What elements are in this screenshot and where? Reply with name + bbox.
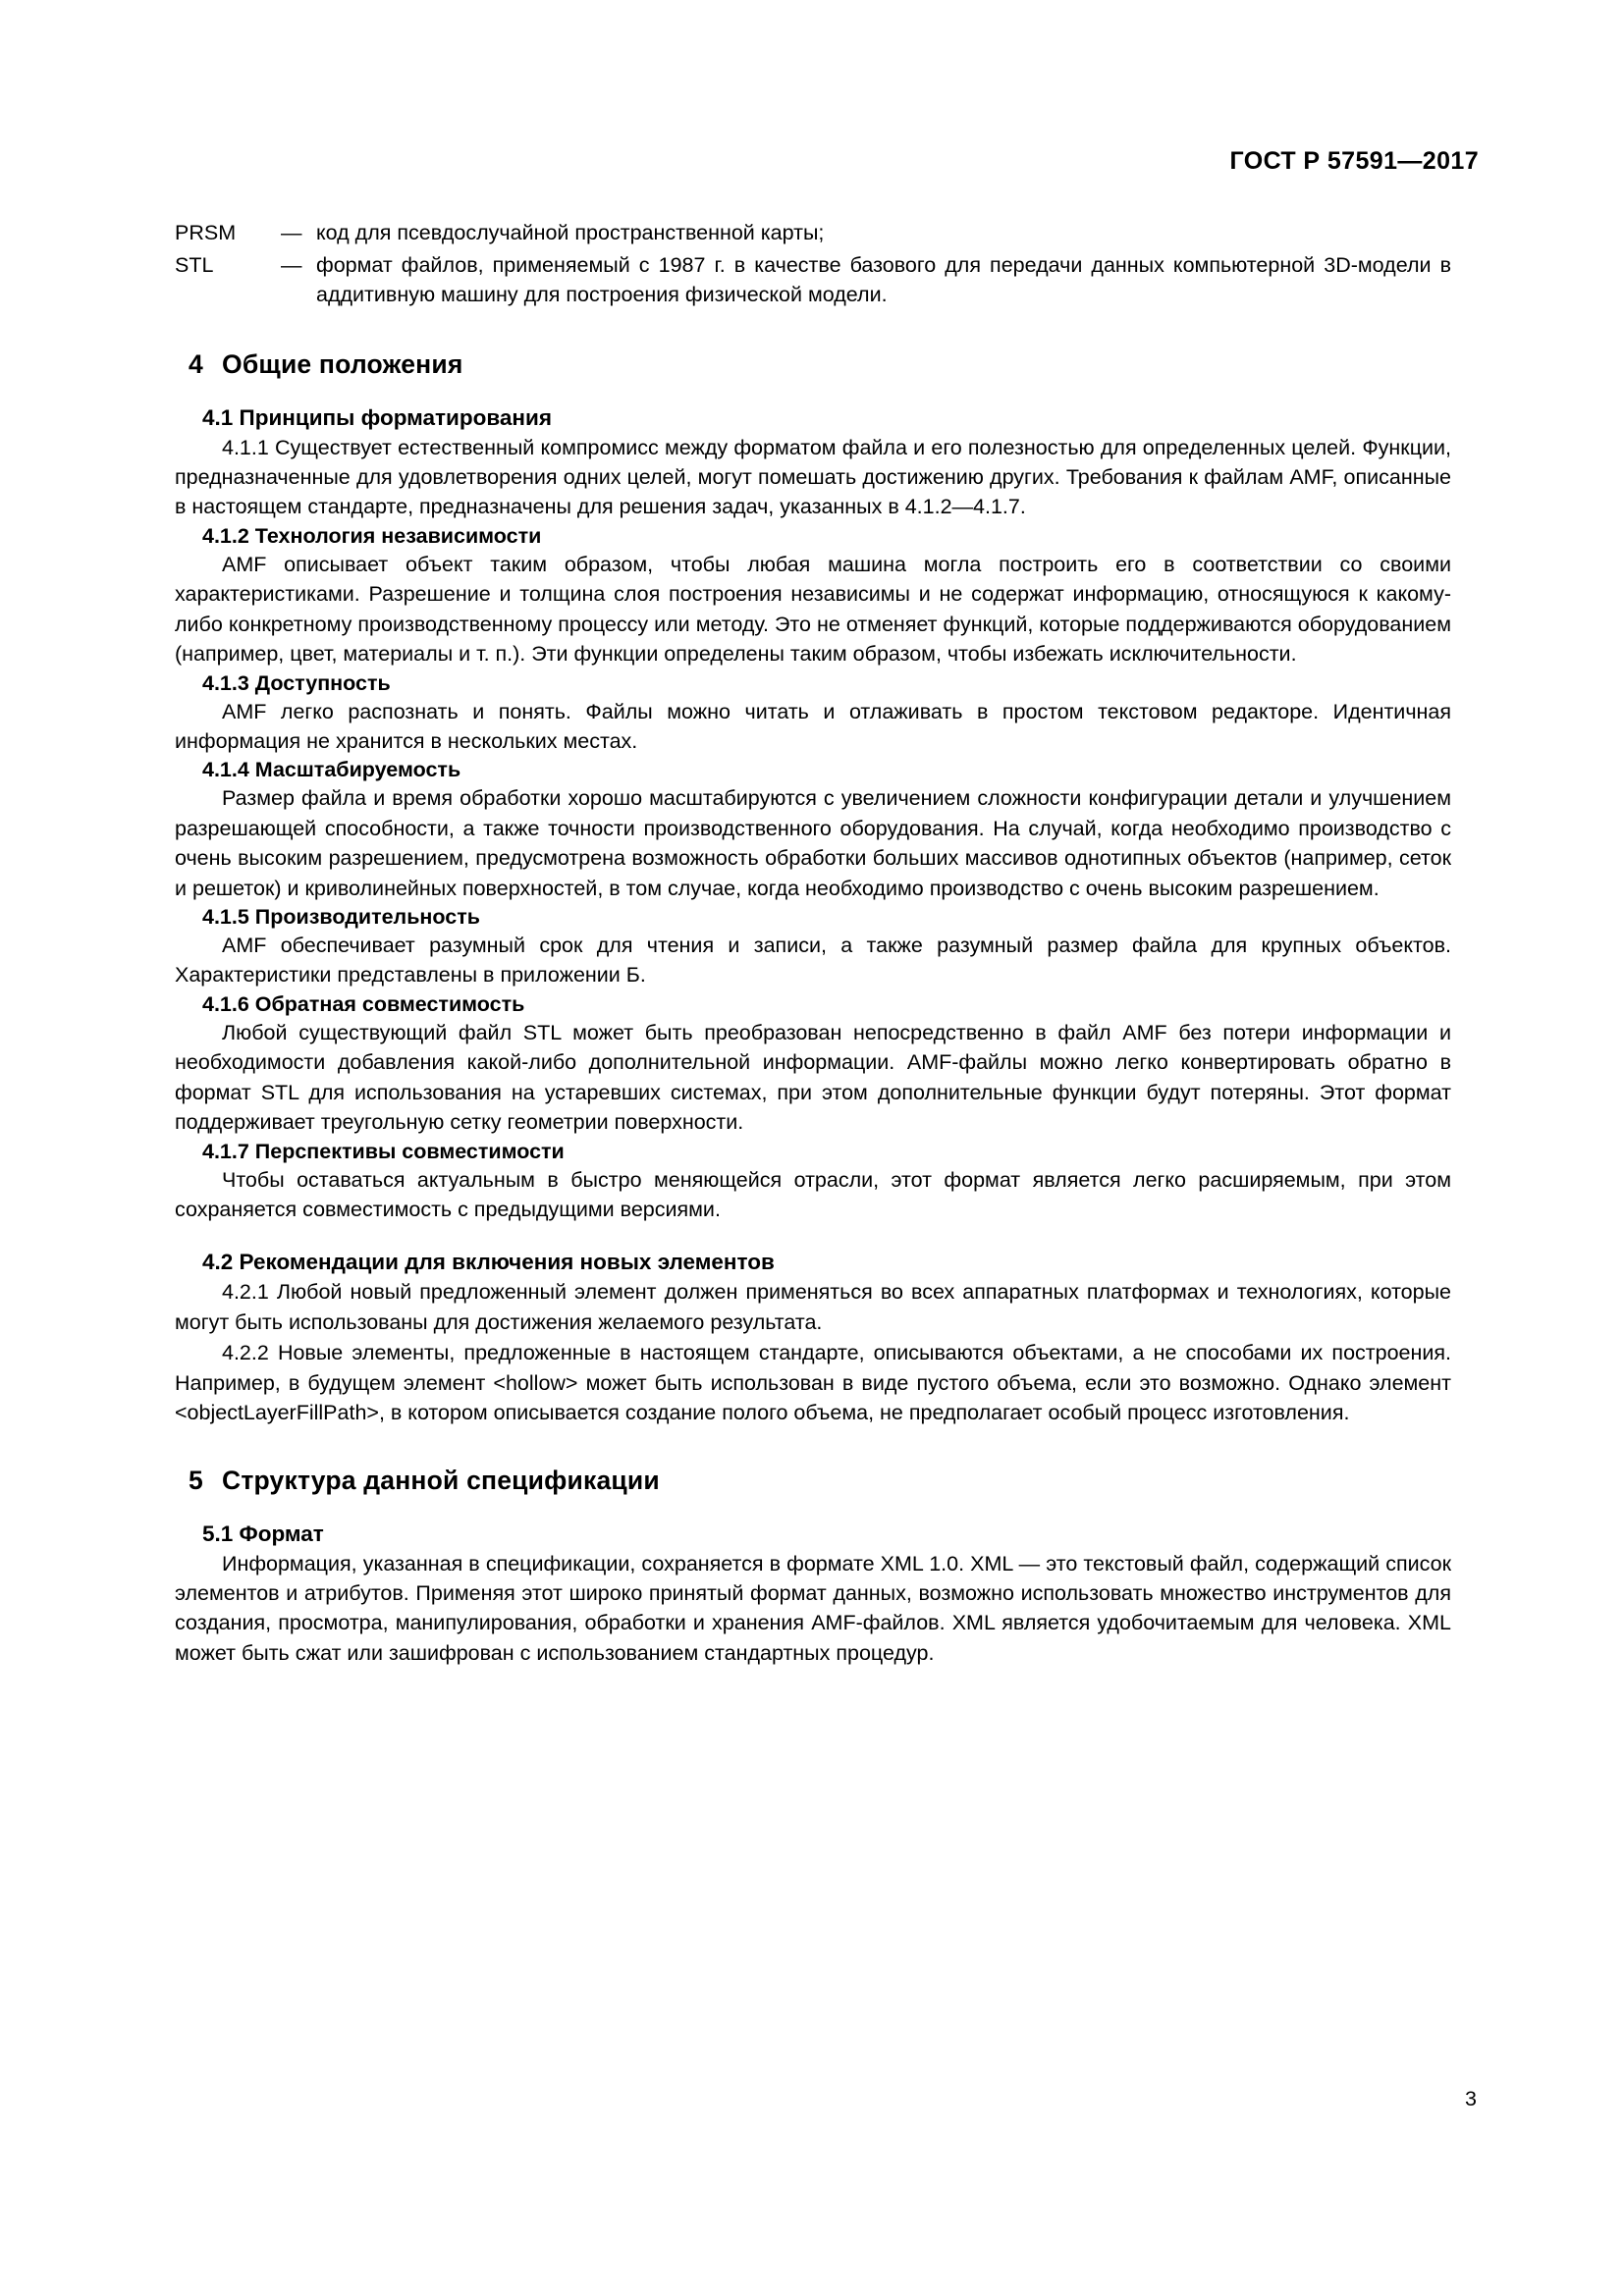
section-heading-4 [175, 349, 1451, 380]
paragraph-4-1-6: Любой существующий файл STL может быть преобразован непосредственно в файл AMF без потери информации и необходимости добавления какой-либо дополнительной информации. AMF-файлы можно легко конвертировать обратно в формат STL для использования на устаревших системах, при этом дополнительные функции будут потеряны. Этот формат поддерживает треугольную сетку геометрии поверхности. [175, 1020, 1451, 1135]
paragraph-4-2-1: 4.2.1 Любой новый предложенный элемент должен применяться во всех аппаратных платформах и технологиях, которые могут быть использованы для достижения желаемого результата. [175, 1280, 1451, 1334]
definitions-list [175, 218, 1451, 310]
definition-dash: — [281, 252, 302, 277]
paragraph-5-1-1: Информация, указанная в спецификации, сохраняется в формате XML 1.0. XML — это текстовый файл, содержащий список элементов и атрибутов. Применяя этот широко принятый формат данных, возможно использовать множество инструментов для создания, просмотра, манипулирования, обработки и хранения AMF-файлов. XML является удобочитаемым для человека. XML может быть сжат или зашифрован с использованием стандартных процедур. [175, 1551, 1451, 1665]
paragraph-4-2-2: 4.2.2 Новые элементы, предложенные в настоящем стандарте, описываются объектами, а не способами их построения. Например, в будущем элемент <hollow> может быть использован в виде пустого объема, если это возможно. Однако элемент <objectLayerFillPath>, в котором описывается создание полого объема, не предполагает особый процесс изготовления. [175, 1341, 1451, 1425]
section-heading-5 [175, 1466, 1451, 1496]
clause-heading-4-1-6: 4.1.6 Обратная совместимость [202, 991, 525, 1016]
definition-dash: — [281, 221, 302, 244]
paragraph-4-1-4: Размер файла и время обработки хорошо масштабируются с увеличением сложности конфигурации детали и улучшением разрешающей способности, а также точности производственного оборудования. На случай, когда необходимо производство с очень высоким разрешением, предусмотрена возможность обработки больших массивов однотипных объектов (например, сеток и решеток) и криволинейных поверхностей, в том случае, когда необходимо производство с очень высоким разрешением. [175, 786, 1451, 900]
definition-text: код для псевдослучайной пространственной карты; [316, 221, 825, 244]
clause-heading-4-1-5: 4.1.5 Производительность [202, 905, 480, 930]
page-content [175, 218, 1451, 1668]
definition-item [175, 250, 1451, 310]
paragraph-4-1-5: AMF обеспечивает разумный срок для чтения и записи, а также разумный размер файла для крупных объектов. Характеристики представлены в приложении Б. [175, 934, 1451, 988]
subsection-heading-4-1: 4.1 Принципы форматирования [202, 404, 552, 430]
section-title-4: Общие положения [222, 348, 463, 379]
clause-heading-4-1-4: 4.1.4 Масштабируемость [202, 758, 461, 782]
paragraph-4-1-7: Чтобы оставаться актуальным в быстро меняющейся отрасли, этот формат является легко расширяемым, при этом сохраняется совместимость с предыдущими версиями. [175, 1167, 1451, 1221]
page-number: 3 [1465, 2087, 1477, 2110]
definition-term: STL [175, 252, 214, 277]
section-number-4: 4 [189, 348, 203, 379]
definition-item [175, 218, 1451, 248]
section-title-5: Структура данной спецификации [222, 1465, 660, 1495]
definition-term: PRSM [175, 221, 237, 244]
definition-text: формат файлов, применяемый с 1987 г. в качестве базового для передачи данных компьютерной 3D-модели в аддитивную машину для построения физической модели. [316, 252, 1451, 307]
page-header-standard-number: ГОСТ Р 57591—2017 [1229, 147, 1479, 175]
paragraph-4-1-1: 4.1.1 Существует естественный компромисс между форматом файла и его полезностью для определенных целей. Функции, предназначенные для удовлетворения одних целей, могут помешать достижению других. Требования к файлам AMF, описанные в настоящем стандарте, предназначены для решения задач, указанных в 4.1.2—4.1.7. [175, 435, 1451, 519]
section-number-5: 5 [189, 1465, 203, 1495]
clause-heading-4-1-2: 4.1.2 Технология независимости [202, 523, 542, 548]
paragraph-4-1-2: AMF описывает объект таким образом, чтобы любая машина могла построить его в соответствии со своими характеристиками. Разрешение и толщина слоя построения независимы и не содержат информацию, относящуюся к какому-либо конкретному производственному процессу или методу. Это не отменяет функций, которые поддерживаются оборудованием (например, цвет, материалы и т. п.). Эти функции определены таким образом, чтобы избежать исключительности. [175, 552, 1451, 667]
subsection-heading-4-2: 4.2 Рекомендации для включения новых элементов [202, 1250, 775, 1275]
paragraph-4-1-3: AMF легко распознать и понять. Файлы можно читать и отлаживать в простом текстовом редакторе. Идентичная информация не хранится в нескольких местах. [175, 699, 1451, 753]
clause-heading-4-1-7: 4.1.7 Перспективы совместимости [202, 1139, 565, 1163]
clause-heading-4-1-3: 4.1.3 Доступность [202, 670, 391, 695]
subsection-heading-5-1: 5.1 Формат [202, 1521, 324, 1546]
